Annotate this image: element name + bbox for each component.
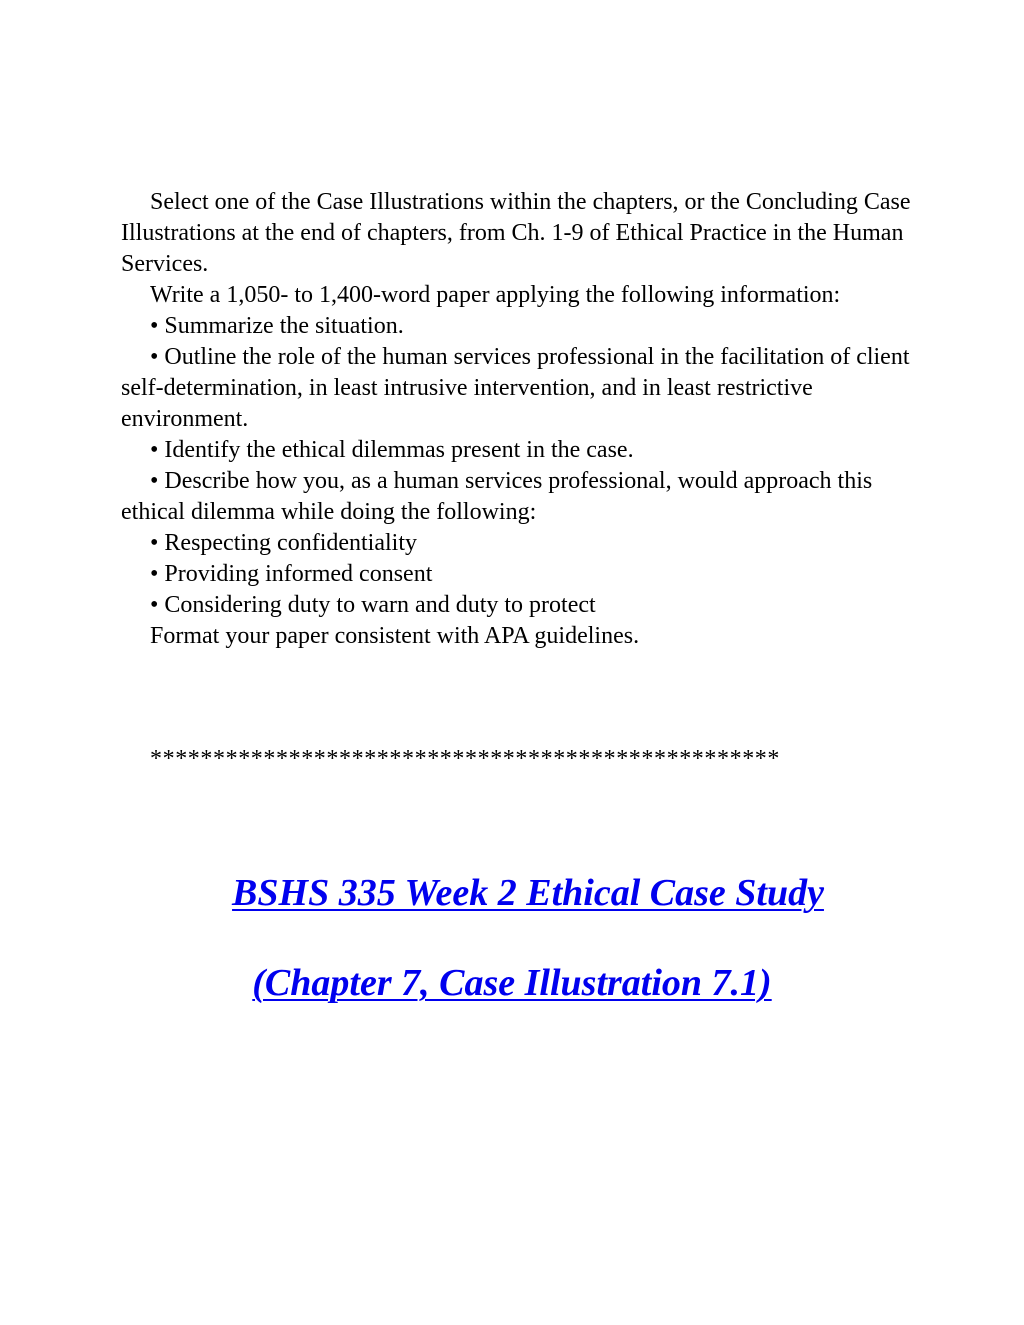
bullet-identify-dilemmas: • Identify the ethical dilemmas present in the case. [150, 437, 634, 463]
instruction-paragraph-word-count: Write a 1,050- to 1,400-word paper applying the following information: [150, 282, 841, 308]
case-study-subtitle [0, 960, 1024, 1006]
case-study-subtitle-link[interactable]: (Chapter 7, Case Illustration 7.1) [252, 962, 772, 1004]
bullet-duty-to-warn: • Considering duty to warn and duty to protect [150, 592, 596, 618]
bullet-confidentiality: • Respecting confidentiality [150, 530, 417, 556]
assignment-instructions [121, 187, 921, 652]
bullet-informed-consent: • Providing informed consent [150, 561, 433, 587]
instruction-paragraph-apa-format: Format your paper consistent with APA guidelines. [150, 623, 640, 649]
bullet-summarize: • Summarize the situation. [150, 313, 404, 339]
instruction-paragraph-select-case: Select one of the Case Illustrations within the chapters, or the Concluding Case Illustrations at the end of chapters, from Ch. 1-9 of Ethical Practice in the Human Services. [121, 189, 911, 277]
bullet-outline-role: • Outline the role of the human services professional in the facilitation of client self-determination, in least intrusive intervention, and in least restrictive environment. [121, 344, 910, 432]
case-study-title [0, 870, 1024, 916]
case-study-title-link[interactable]: BSHS 335 Week 2 Ethical Case Study [232, 872, 824, 914]
bullet-describe-approach: • Describe how you, as a human services professional, would approach this ethical dilemma while doing the following: [121, 468, 873, 525]
asterisk-separator: ************************************************** [150, 746, 780, 772]
